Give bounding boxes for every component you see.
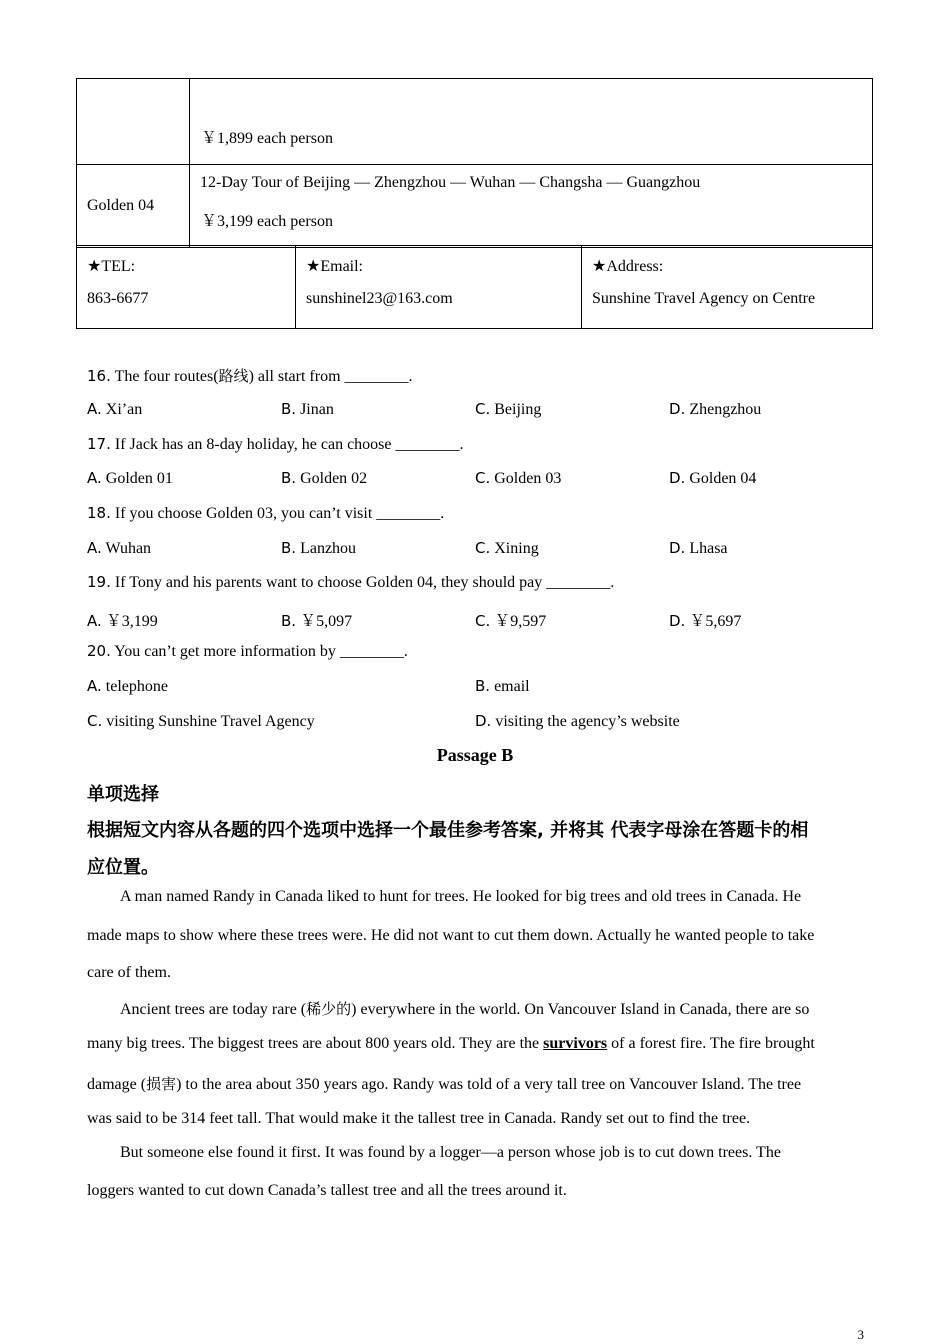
contact-email-cell: [296, 246, 582, 329]
option-17-b[interactable]: B. Golden 02: [281, 469, 368, 487]
option-20-c[interactable]: C. visiting Sunshine Travel Agency: [87, 712, 315, 730]
question-number: 20.: [87, 642, 111, 660]
option-16-d[interactable]: D. Zhengzhou: [669, 400, 762, 418]
passage-line: loggers wanted to cut down Canada’s tallest tree and all the trees around it.: [87, 1182, 567, 1199]
tour-name-cell: [77, 165, 190, 248]
contact-address-value: Sunshine Travel Agency on Centre: [592, 290, 816, 307]
contact-tel-cell: [77, 246, 296, 329]
option-18-a[interactable]: A. Wuhan: [87, 539, 152, 557]
option-19-d[interactable]: D. ￥5,697: [669, 612, 742, 630]
tour-detail-cell: [190, 79, 873, 165]
passage-line: made maps to show where these trees were. He did not want to cut them down. Actually he wanted people to take: [87, 927, 815, 944]
question-18: 18. If you choose Golden 03, you can’t visit ________.: [87, 504, 445, 522]
option-18-b[interactable]: B. Lanzhou: [281, 539, 357, 557]
tour-price: ￥3,199 each person: [201, 213, 333, 230]
question-20: 20. You can’t get more information by ________.: [87, 642, 408, 660]
passage-line: many big trees. The biggest trees are about 800 years old. They are the survivors of a forest fire. The fire brought: [87, 1035, 815, 1052]
tour-table: [76, 78, 873, 248]
question-19: 19. If Tony and his parents want to choose Golden 04, they should pay ________.: [87, 573, 615, 591]
question-number: 17.: [87, 435, 111, 453]
tour-row: [77, 165, 873, 248]
option-17-a[interactable]: A. Golden 01: [87, 469, 173, 487]
option-20-a[interactable]: A. telephone: [87, 677, 168, 695]
contact-tel-value: 863-6677: [87, 290, 149, 307]
option-20-b[interactable]: B. email: [475, 677, 530, 695]
passage-line: damage (损害) to the area about 350 years ago. Randy was told of a very tall tree on Vancouver Island. The tree: [87, 1075, 802, 1093]
contact-email-value: sunshinel23@163.com: [306, 290, 453, 307]
contact-email-label: ★Email:: [306, 258, 363, 275]
question-17: 17. If Jack has an 8-day holiday, he can choose ________.: [87, 435, 464, 453]
option-18-c[interactable]: C. Xining: [475, 539, 539, 557]
option-17-d[interactable]: D. Golden 04: [669, 469, 757, 487]
tour-route: 12-Day Tour of Beijing — Zhengzhou — Wuhan — Changsha — Guangzhou: [200, 174, 701, 191]
option-19-b[interactable]: B. ￥5,097: [281, 612, 353, 630]
contact-address-label: ★Address:: [592, 258, 664, 275]
option-20-d[interactable]: D. visiting the agency’s website: [475, 712, 680, 730]
option-19-c[interactable]: C. ￥9,597: [475, 612, 547, 630]
question-number: 18.: [87, 504, 111, 522]
option-16-a[interactable]: A. Xi’an: [87, 400, 143, 418]
option-19-a[interactable]: A. ￥3,199: [87, 612, 158, 630]
section-heading: 单项选择: [87, 784, 159, 805]
tour-name: Golden 04: [87, 197, 155, 214]
question-16: 16. The four routes(路线) all start from ________.: [87, 367, 413, 385]
question-number: 19.: [87, 573, 111, 591]
instruction-line-2: 应位置。: [87, 857, 159, 878]
passage-line: care of them.: [87, 964, 171, 981]
tour-detail-cell: [190, 165, 873, 248]
passage-line: A man named Randy in Canada liked to hunt for trees. He looked for big trees and old trees in Canada. He: [120, 888, 802, 905]
option-16-c[interactable]: C. Beijing: [475, 400, 542, 418]
passage-line: Ancient trees are today rare (稀少的) everywhere in the world. On Vancouver Island in Canada, there are so: [120, 1000, 810, 1018]
option-17-c[interactable]: C. Golden 03: [475, 469, 562, 487]
passage-line: But someone else found it first. It was found by a logger—a person whose job is to cut down trees. The: [120, 1144, 781, 1161]
contact-table: [76, 245, 873, 329]
keyword-survivors: survivors: [543, 1035, 608, 1052]
tour-price: ￥1,899 each person: [201, 130, 333, 147]
tour-name-cell: [77, 79, 190, 165]
contact-address-cell: [582, 246, 873, 329]
tour-row: [77, 79, 873, 165]
contact-tel-label: ★TEL:: [87, 258, 136, 275]
page-number: 3: [857, 1327, 864, 1342]
passage-line: was said to be 314 feet tall. That would make it the tallest tree in Canada. Randy set out to find the tree.: [87, 1110, 751, 1127]
question-number: 16.: [87, 367, 111, 385]
option-18-d[interactable]: D. Lhasa: [669, 539, 728, 557]
passage-title: Passage B: [436, 745, 514, 765]
instruction-line-1: 根据短文内容从各题的四个选项中选择一个最佳参考答案, 并将其 代表字母涂在答题卡的相: [87, 820, 809, 841]
option-16-b[interactable]: B. Jinan: [281, 400, 334, 418]
